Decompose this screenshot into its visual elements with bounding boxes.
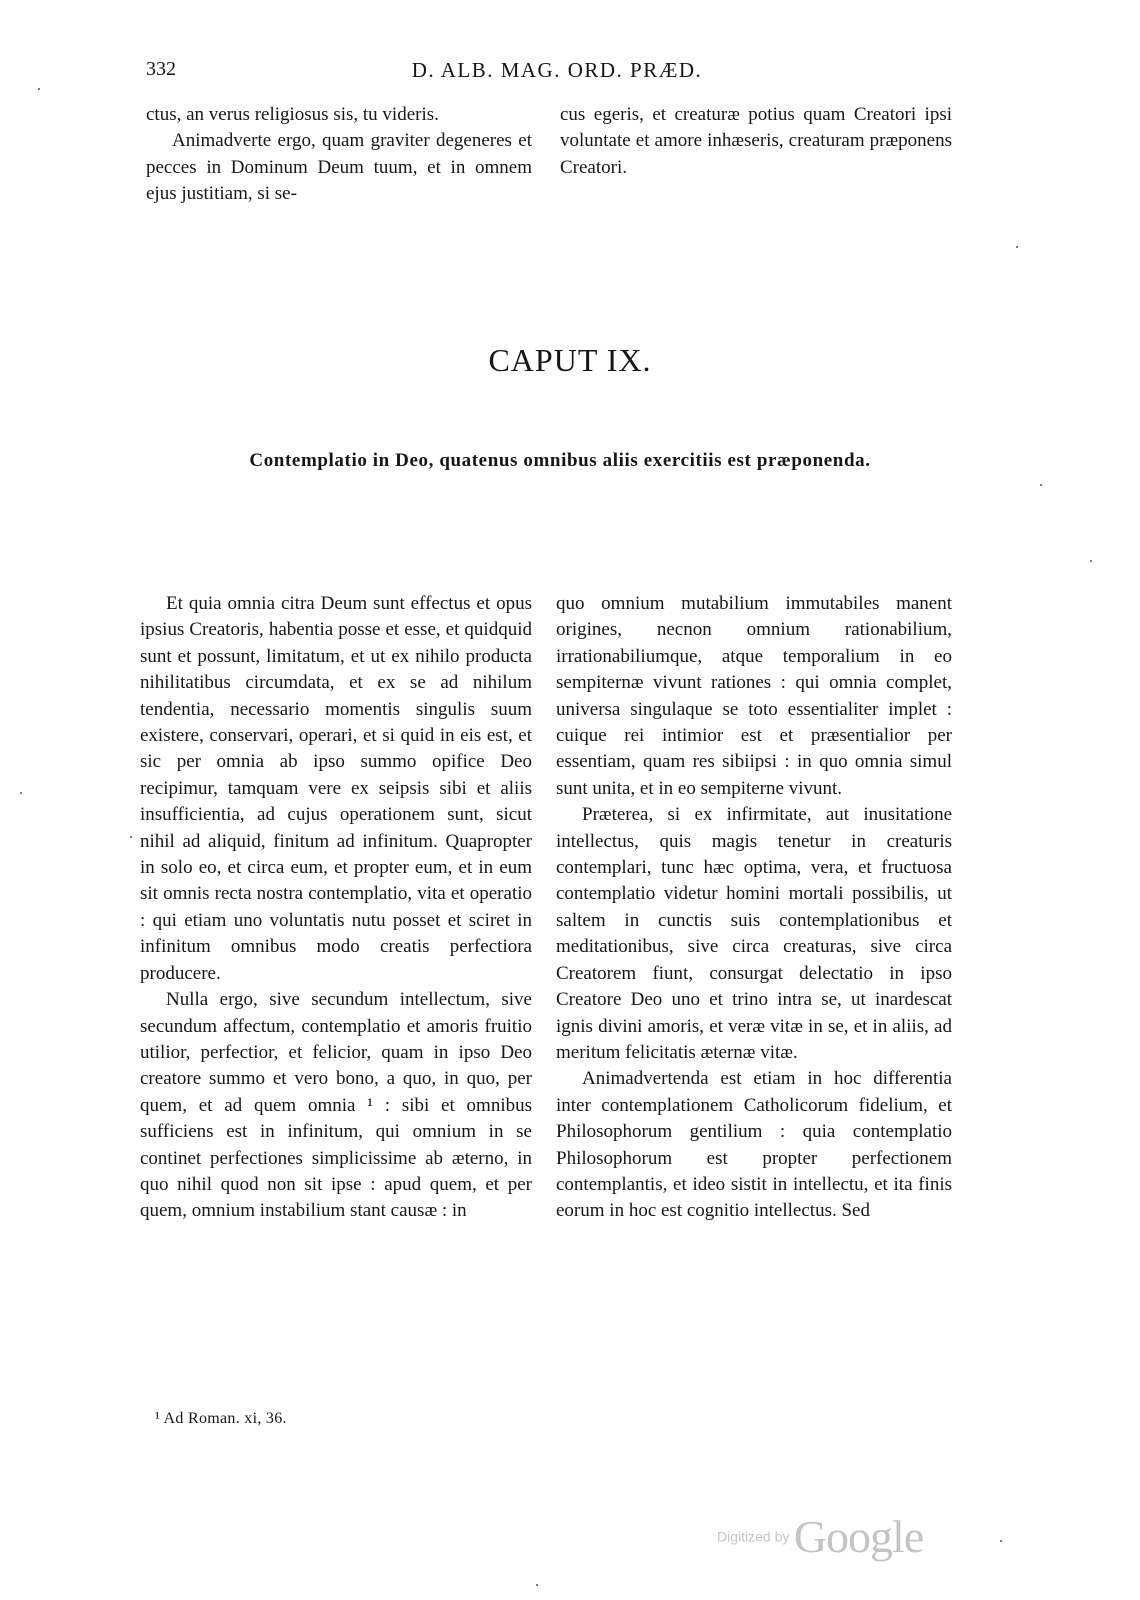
page-header <box>146 58 968 88</box>
paragraph: quo omnium mutabilium immutabiles manent origines, necnon omnium rationabilium, irrationabiliumque, atque temporalium in eo sempiternæ vivunt rationes : qui omnia complet, universa singulaque se toto essentialiter implet : cuique rei intimior est et præsentialior per essentiam, quam res sibiipsi : in quo omnia simul sunt unita, et in eo sempiterne vivunt. <box>556 593 952 799</box>
footnote: ¹ Ad Roman. xi, 36. <box>155 1410 287 1427</box>
scan-speck <box>20 792 22 794</box>
page-number: 332 <box>146 58 176 80</box>
scan-speck <box>1000 1540 1002 1542</box>
paragraph: Præterea, si ex infirmitate, aut inusitatione intellectus, quis magis tenetur in creaturis contemplari, tunc hæc optima, vera, et fructuosa contemplatio videtur homini mortali possibilis, ut saltem in cunctis suis contemplationibus et meditationibus, sive circa creaturas, sive circa Creatorem fiunt, consurgat delectatio in ipso Creatore Deo uno et trino intra se, ut inardescat ignis divini amoris, et veræ vitæ in se, et in aliis, ad meritum felicitatis æternæ vitæ. <box>556 804 952 1063</box>
scan-speck <box>1040 484 1042 486</box>
scan-speck <box>1090 560 1092 562</box>
chapter-title: CAPUT IX. <box>488 342 652 378</box>
paragraph: Nulla ergo, sive secundum intellectum, sive secundum affectum, contemplatio et amoris fruitio utilior, perfectior, et felicior, quam in ipso Deo creatore summo et vero bono, a quo, in quo, per quem, et ad quem omnia ¹ : sibi et omnibus sufficiens est in infinitum, qui omnium in se continet perfectiones simplicissime ab æterno, in quo nihil quod non sit ipse : apud quem, et per quem, omnium instabilium stant causæ : in <box>140 989 532 1222</box>
scan-speck <box>130 836 132 838</box>
body-right-column <box>556 591 952 1225</box>
paragraph: Animadverte ergo, quam graviter degeneres et pecces in Dominum Deum tuum, et in omnem ejus justitiam, si se- <box>146 130 532 205</box>
scan-speck <box>536 1584 538 1586</box>
running-head: D. ALB. MAG. ORD. PRÆD. <box>411 58 703 82</box>
digitized-watermark <box>717 1510 923 1563</box>
paragraph: ctus, an verus religiosus sis, tu videris. <box>146 104 439 125</box>
paragraph: Animadvertenda est etiam in hoc differentia inter contemplationem Catholicorum fidelium, et Philosophorum gentilium : quia contemplatio Philosophorum est propter perfectionem contemplantis, et ideo sistit in intellectu, et ita finis eorum in hoc est cognitio intellectus. Sed <box>556 1068 952 1222</box>
google-logo: Google <box>793 1511 924 1562</box>
chapter-subtitle: Contemplatio in Deo, quatenus omnibus aliis exercitiis est præponenda. <box>249 450 871 471</box>
paragraph: Et quia omnia citra Deum sunt effectus et opus ipsius Creatoris, habentia posse et esse, et quidquid sunt et possunt, limitatum, et ut ex nihilo producta nihilitatibus circumdata, et ex se ad nihilum tendentia, necessario momentis singulis suum existere, conservari, operari, et si quid in eis est, et sic per omnia ab ipso summo opifice Deo recipimur, tamquam vere ex seipsis sibi et aliis insufficientia, ad cujus operationem sunt, sicut nihil ad aliquid, finitum ad infinitum. Quapropter in solo eo, et circa eum, et propter eum, et in eum sit omnis recta nostra contemplatio, vita et operatio : qui etiam uno voluntatis nutu posset et sciret in infinitum omnibus modo creatis perfectiora producere. <box>140 593 532 984</box>
scan-speck <box>1016 246 1018 248</box>
top-right-column <box>560 102 952 181</box>
top-left-column <box>146 102 532 208</box>
body-left-column <box>140 591 532 1225</box>
paragraph: cus egeris, et creaturæ potius quam Creatori ipsi voluntate et amore inhæseris, creaturam præponens Creatori. <box>560 104 952 178</box>
scan-speck <box>38 88 40 90</box>
watermark-prefix: Digitized by <box>717 1528 790 1545</box>
